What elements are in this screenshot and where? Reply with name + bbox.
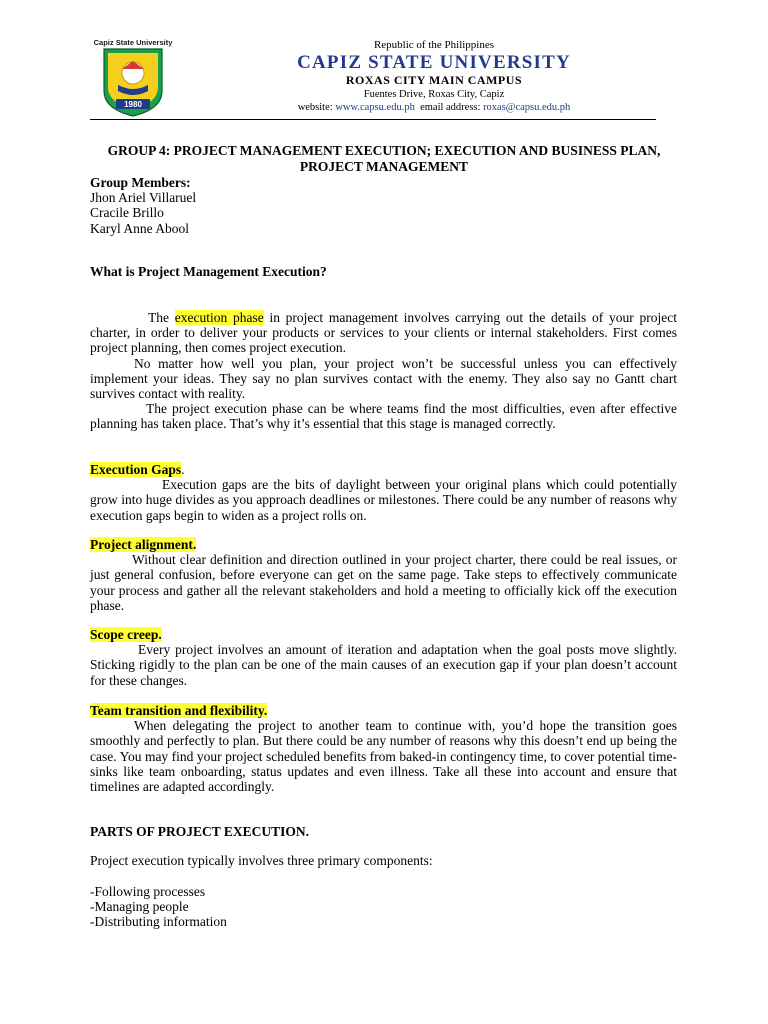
paragraph: Every project involves an amount of iteration and adaptation when the goal posts move slightly. Sticking rigidly to the plan can be one of the main causes of an execution gap if your plan doesn’t account for these changes.	[90, 642, 677, 688]
email-label: email address:	[414, 102, 484, 113]
paragraph: When delegating the project to another team to continue with, you’d hope the transition goes smoothly and perfectly to plan. But there could be any number of reasons why this doesn’t end up being the case. You may find your project scheduled benefits from baked-in contingency time, to cover potential time-sinks like team onboarding, status updates and even illness. Take all these into account and ensure that timelines are adapted accordingly.	[90, 718, 677, 795]
contact-line	[214, 101, 654, 114]
paragraph: Without clear definition and direction outlined in your project charter, there could be real issues, or just general confusion, before everyone can get on the same page. Take steps to effectively communicate your process and gather all the relevant stakeholders and hold a meeting to officially kick off the execution phase.	[90, 552, 677, 613]
member-name: Karyl Anne Abool	[90, 220, 189, 236]
highlight-execution-phase: execution phase	[174, 310, 264, 325]
member-name: Jhon Ariel Villaruel	[90, 190, 197, 206]
intro-paragraphs	[90, 310, 677, 432]
paragraph: The execution phase in project management involves carrying out the details of your project charter, in order to deliver your products or services to your clients or internal stakeholders. First comes project planning, then comes project execution.	[90, 310, 677, 356]
campus-name: ROXAS CITY MAIN CAMPUS	[345, 73, 523, 87]
list-item: -Distributing information	[90, 914, 227, 930]
parts-intro: Project execution typically involves three primary components:	[90, 853, 433, 868]
subheading: Scope creep.	[90, 627, 162, 642]
execution-gaps-section	[90, 462, 677, 523]
header-divider	[90, 119, 656, 120]
website-label: website:	[297, 102, 336, 113]
document-title: GROUP 4: PROJECT MANAGEMENT EXECUTION; EXECUTION AND BUSINESS PLAN, PROJECT MANAGEMENT	[107, 143, 661, 174]
seal-year: 1980	[124, 100, 142, 109]
letterhead	[90, 36, 660, 118]
subheading: Execution Gaps.	[90, 462, 185, 477]
project-alignment-section	[90, 537, 677, 613]
team-transition-section	[90, 703, 677, 794]
seal-icon	[92, 47, 174, 117]
members-heading: Group Members:	[90, 175, 191, 190]
group-members	[90, 175, 677, 236]
list-item: -Managing people	[90, 899, 189, 915]
letterhead-text	[214, 36, 654, 114]
paragraph: Execution gaps are the bits of daylight between your original plans which could potentially grow into huge divides as you approach deadlines or milestones. There could be any number of reasons why execution gaps begin to widen as a project rolls on.	[90, 477, 677, 523]
subheading: Project alignment.	[90, 537, 197, 552]
section-heading: What is Project Management Execution?	[90, 264, 327, 279]
subheading: Team transition and flexibility.	[90, 703, 268, 718]
paragraph: No matter how well you plan, your project won’t be successful unless you can effectively implement your ideas. They say no plan survives contact with the enemy. They also say no Gantt chart survives contact with reality.	[90, 355, 677, 402]
parts-list	[90, 884, 677, 930]
university-seal	[92, 38, 174, 118]
website-link[interactable]: www.capsu.edu.ph	[335, 102, 415, 113]
republic-line: Republic of the Philippines	[373, 39, 495, 51]
list-item: -Following processes	[90, 884, 206, 899]
university-name: CAPIZ STATE UNIVERSITY	[297, 52, 571, 73]
email-link[interactable]: roxas@capsu.edu.ph	[483, 102, 571, 113]
member-name: Cracile Brillo	[90, 205, 164, 221]
paragraph: The project execution phase can be where teams find the most difficulties, even after effective planning has taken place. That’s why it’s essential that this stage is managed correctly.	[90, 401, 677, 432]
seal-name: Capiz State University	[93, 38, 173, 47]
campus-address: Fuentes Drive, Roxas City, Capiz	[363, 89, 505, 100]
parts-heading: PARTS OF PROJECT EXECUTION.	[90, 824, 310, 839]
scope-creep-section	[90, 627, 677, 688]
